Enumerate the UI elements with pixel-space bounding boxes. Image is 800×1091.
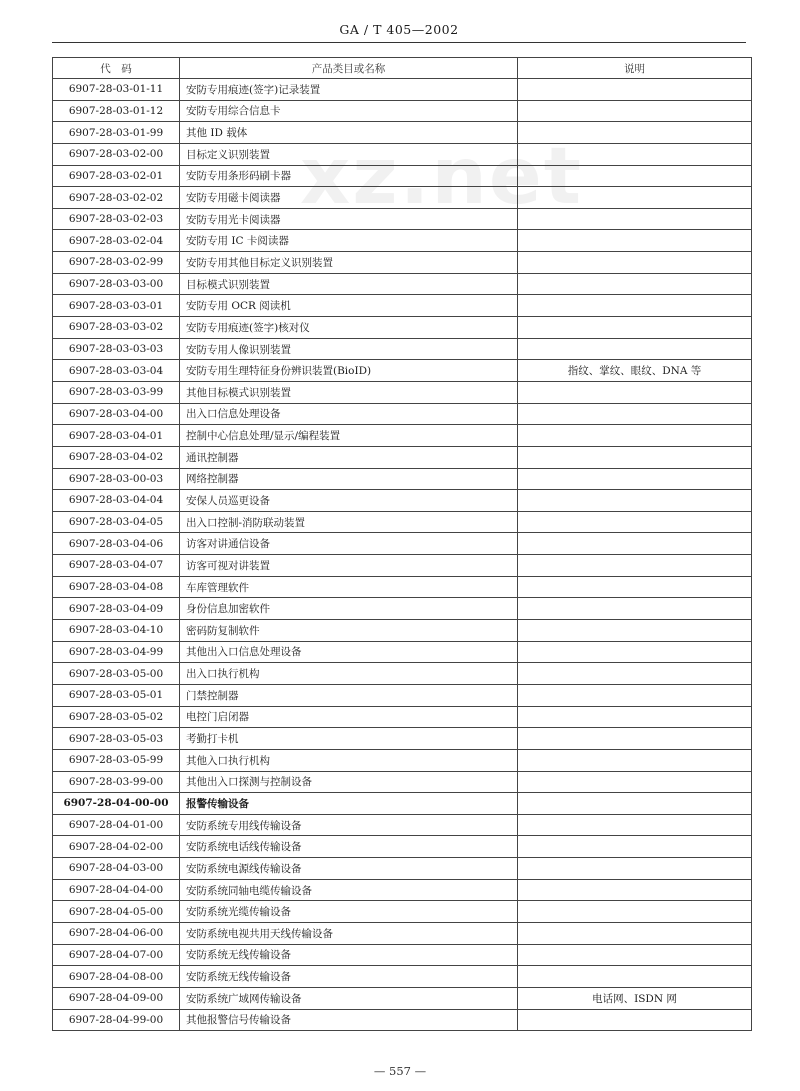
code-cell: 6907-28-03-01-12: [53, 100, 180, 122]
table-row: [53, 165, 752, 187]
name-cell: 安防系统电视共用天线传输设备: [180, 922, 518, 944]
code-cell: 6907-28-03-04-04: [53, 490, 180, 512]
note-cell: 电话网、ISDN 网: [518, 987, 752, 1009]
note-cell: [518, 468, 752, 490]
table-row: [53, 511, 752, 533]
code-cell: 6907-28-03-02-99: [53, 252, 180, 274]
note-cell: [518, 165, 752, 187]
table-row: [53, 533, 752, 555]
code-cell: 6907-28-03-03-00: [53, 273, 180, 295]
note-cell: [518, 533, 752, 555]
column-header-name: 产品类目或名称: [180, 58, 518, 79]
name-cell: 安防系统无线传输设备: [180, 944, 518, 966]
note-cell: [518, 620, 752, 642]
name-cell: 安防系统电源线传输设备: [180, 858, 518, 880]
table-row: [53, 836, 752, 858]
table-row: [53, 490, 752, 512]
column-header-code: 代 码: [53, 58, 180, 79]
name-cell: 安防专用人像识别装置: [180, 338, 518, 360]
table-row: [53, 598, 752, 620]
table-row: [53, 901, 752, 923]
name-cell: 安保人员巡更设备: [180, 490, 518, 512]
table-row: [53, 468, 752, 490]
table-row: [53, 576, 752, 598]
table-row: [53, 1009, 752, 1031]
code-cell: 6907-28-03-02-02: [53, 187, 180, 209]
table-row: [53, 814, 752, 836]
name-cell: 门禁控制器: [180, 684, 518, 706]
name-cell: 安防专用痕迹(签字)记录装置: [180, 79, 518, 101]
table-row: [53, 641, 752, 663]
code-cell: 6907-28-04-08-00: [53, 966, 180, 988]
code-cell: 6907-28-03-05-03: [53, 728, 180, 750]
code-cell: 6907-28-04-04-00: [53, 879, 180, 901]
table-row: [53, 187, 752, 209]
name-cell: 考勤打卡机: [180, 728, 518, 750]
table-row: [53, 684, 752, 706]
code-cell: 6907-28-04-06-00: [53, 922, 180, 944]
product-code-table: [52, 57, 752, 1031]
code-cell: 6907-28-03-04-07: [53, 555, 180, 577]
note-cell: [518, 836, 752, 858]
note-cell: [518, 143, 752, 165]
note-cell: [518, 403, 752, 425]
table-row: [53, 771, 752, 793]
table-row: [53, 446, 752, 468]
watermark: xz.net: [300, 132, 584, 222]
note-cell: [518, 706, 752, 728]
code-cell: 6907-28-03-03-02: [53, 317, 180, 339]
code-cell: 6907-28-03-04-00: [53, 403, 180, 425]
table-row: [53, 706, 752, 728]
table-row: [53, 79, 752, 101]
note-cell: [518, 295, 752, 317]
name-cell: 其他出入口探测与控制设备: [180, 771, 518, 793]
note-cell: [518, 793, 752, 815]
code-cell: 6907-28-03-02-04: [53, 230, 180, 252]
note-cell: [518, 187, 752, 209]
table-body: [53, 79, 752, 1031]
code-cell: 6907-28-03-04-09: [53, 598, 180, 620]
note-cell: [518, 641, 752, 663]
table-row: [53, 922, 752, 944]
code-cell: 6907-28-03-01-11: [53, 79, 180, 101]
code-cell: 6907-28-04-05-00: [53, 901, 180, 923]
name-cell: 安防专用磁卡阅读器: [180, 187, 518, 209]
table-row: [53, 208, 752, 230]
code-cell: 6907-28-03-03-01: [53, 295, 180, 317]
note-cell: [518, 122, 752, 144]
note-cell: [518, 749, 752, 771]
code-cell: 6907-28-03-03-04: [53, 360, 180, 382]
name-cell: 安防专用光卡阅读器: [180, 208, 518, 230]
note-cell: [518, 901, 752, 923]
name-cell: 安防专用 IC 卡阅读器: [180, 230, 518, 252]
note-cell: [518, 1009, 752, 1031]
code-cell: 6907-28-04-99-00: [53, 1009, 180, 1031]
code-cell: 6907-28-03-05-02: [53, 706, 180, 728]
note-cell: [518, 79, 752, 101]
note-cell: [518, 858, 752, 880]
code-cell: 6907-28-03-02-01: [53, 165, 180, 187]
name-cell: 网络控制器: [180, 468, 518, 490]
table-row: [53, 273, 752, 295]
note-cell: [518, 252, 752, 274]
note-cell: [518, 100, 752, 122]
note-cell: 指纹、掌纹、眼纹、DNA 等: [518, 360, 752, 382]
code-cell: 6907-28-03-99-00: [53, 771, 180, 793]
note-cell: [518, 555, 752, 577]
table-row: [53, 360, 752, 382]
name-cell: 安防系统电话线传输设备: [180, 836, 518, 858]
table-row: [53, 858, 752, 880]
code-cell: 6907-28-03-05-99: [53, 749, 180, 771]
name-cell: 安防系统无线传输设备: [180, 966, 518, 988]
table-row: [53, 338, 752, 360]
table-row: [53, 295, 752, 317]
table-row: [53, 966, 752, 988]
code-cell: 6907-28-04-03-00: [53, 858, 180, 880]
code-cell: 6907-28-03-02-03: [53, 208, 180, 230]
table-row: [53, 122, 752, 144]
name-cell: 其他目标模式识别装置: [180, 381, 518, 403]
code-cell: 6907-28-03-02-00: [53, 143, 180, 165]
table-row: [53, 403, 752, 425]
table-row: [53, 793, 752, 815]
table-header-row: [53, 58, 752, 79]
note-cell: [518, 425, 752, 447]
name-cell: 安防系统同轴电缆传输设备: [180, 879, 518, 901]
note-cell: [518, 338, 752, 360]
name-cell: 出入口执行机构: [180, 663, 518, 685]
code-cell: 6907-28-03-00-03: [53, 468, 180, 490]
name-cell: 安防专用其他目标定义识别装置: [180, 252, 518, 274]
table-row: [53, 381, 752, 403]
code-cell: 6907-28-03-04-06: [53, 533, 180, 555]
name-cell: 安防专用 OCR 阅读机: [180, 295, 518, 317]
note-cell: [518, 966, 752, 988]
code-cell: 6907-28-04-09-00: [53, 987, 180, 1009]
name-cell: 其他 ID 载体: [180, 122, 518, 144]
code-cell: 6907-28-03-05-00: [53, 663, 180, 685]
note-cell: [518, 879, 752, 901]
name-cell: 目标模式识别装置: [180, 273, 518, 295]
code-cell: 6907-28-03-04-08: [53, 576, 180, 598]
table-row: [53, 620, 752, 642]
note-cell: [518, 598, 752, 620]
name-cell: 控制中心信息处理/显示/编程装置: [180, 425, 518, 447]
code-cell: 6907-28-04-01-00: [53, 814, 180, 836]
note-cell: [518, 446, 752, 468]
code-cell: 6907-28-03-04-05: [53, 511, 180, 533]
name-cell: 出入口控制-消防联动装置: [180, 511, 518, 533]
name-cell: 安防专用综合信息卡: [180, 100, 518, 122]
note-cell: [518, 576, 752, 598]
note-cell: [518, 230, 752, 252]
name-cell: 安防专用条形码刷卡器: [180, 165, 518, 187]
table-row: [53, 100, 752, 122]
code-cell: 6907-28-03-04-02: [53, 446, 180, 468]
code-cell: 6907-28-03-03-99: [53, 381, 180, 403]
code-cell: 6907-28-03-05-01: [53, 684, 180, 706]
table-row: [53, 728, 752, 750]
note-cell: [518, 771, 752, 793]
page-number: — 557 —: [373, 1064, 427, 1078]
name-cell: 出入口信息处理设备: [180, 403, 518, 425]
note-cell: [518, 490, 752, 512]
code-cell: 6907-28-04-07-00: [53, 944, 180, 966]
note-cell: [518, 728, 752, 750]
column-header-note: 说明: [518, 58, 752, 79]
name-cell: 身份信息加密软件: [180, 598, 518, 620]
name-cell: 密码防复制软件: [180, 620, 518, 642]
note-cell: [518, 944, 752, 966]
note-cell: [518, 814, 752, 836]
name-cell: 安防专用生理特征身份辨识装置(BioID): [180, 360, 518, 382]
name-cell: 目标定义识别装置: [180, 143, 518, 165]
code-cell: 6907-28-03-04-10: [53, 620, 180, 642]
name-cell: 通讯控制器: [180, 446, 518, 468]
table-row: [53, 425, 752, 447]
code-cell: 6907-28-03-03-03: [53, 338, 180, 360]
name-cell: 其他报警信号传输设备: [180, 1009, 518, 1031]
table-row: [53, 317, 752, 339]
code-cell: 6907-28-03-01-99: [53, 122, 180, 144]
note-cell: [518, 317, 752, 339]
name-cell: 安防专用痕迹(签字)核对仪: [180, 317, 518, 339]
table-row: [53, 944, 752, 966]
note-cell: [518, 381, 752, 403]
name-cell: 电控门启闭器: [180, 706, 518, 728]
table-row: [53, 749, 752, 771]
table-row: [53, 252, 752, 274]
table-row: [53, 230, 752, 252]
page-header: GA / T 405—2002: [52, 18, 746, 43]
note-cell: [518, 663, 752, 685]
note-cell: [518, 922, 752, 944]
name-cell: 其他入口执行机构: [180, 749, 518, 771]
code-cell: 6907-28-03-04-01: [53, 425, 180, 447]
name-cell: 其他出入口信息处理设备: [180, 641, 518, 663]
code-cell: 6907-28-04-02-00: [53, 836, 180, 858]
name-cell: 车库管理软件: [180, 576, 518, 598]
table-row: [53, 663, 752, 685]
name-cell: 访客可视对讲装置: [180, 555, 518, 577]
name-cell: 访客对讲通信设备: [180, 533, 518, 555]
note-cell: [518, 511, 752, 533]
table-row: [53, 879, 752, 901]
code-cell: 6907-28-04-00-00: [53, 793, 180, 815]
name-cell: 报警传输设备: [180, 793, 518, 815]
table-row: [53, 987, 752, 1009]
table-row: [53, 143, 752, 165]
note-cell: [518, 208, 752, 230]
name-cell: 安防系统专用线传输设备: [180, 814, 518, 836]
name-cell: 安防系统光缆传输设备: [180, 901, 518, 923]
code-cell: 6907-28-03-04-99: [53, 641, 180, 663]
note-cell: [518, 273, 752, 295]
name-cell: 安防系统广域网传输设备: [180, 987, 518, 1009]
note-cell: [518, 684, 752, 706]
table-row: [53, 555, 752, 577]
